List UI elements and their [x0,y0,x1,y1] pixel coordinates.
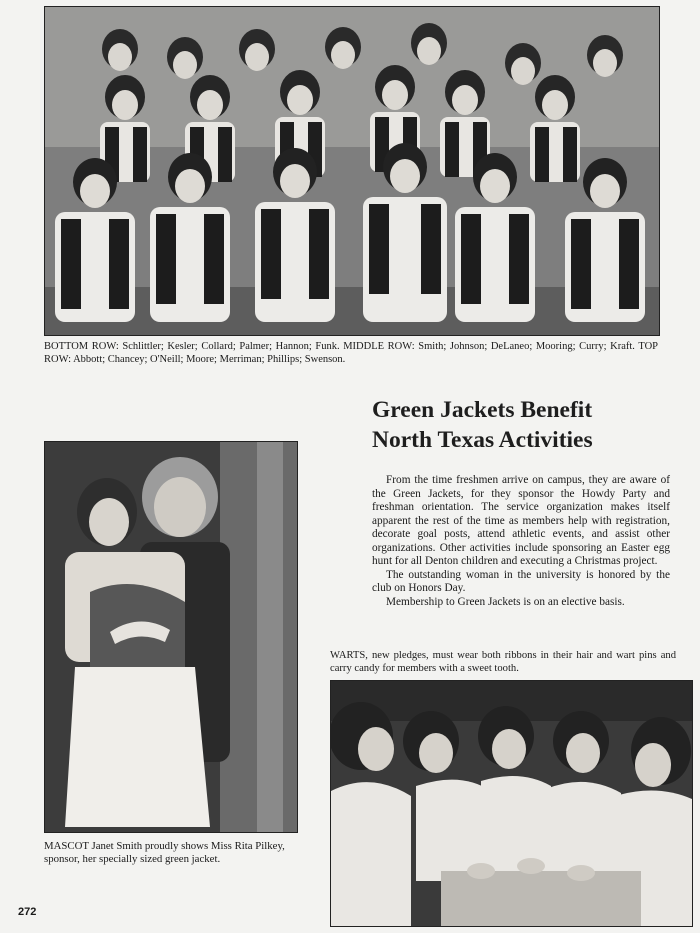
headline-line-1: Green Jackets Benefit [372,397,593,423]
article-paragraph-1: From the time freshmen arrive on campus, they are aware of the Green Jackets, for they sponsor the Howdy Party and freshman orientation. The service organization makes itself apparent the rest of the time as members help with registration, decorate goal posts, attend athletic events, and assist other organizations. Other activities include sponsoring an Easter egg hunt for all Denton children and executing a Christmas project. [372,474,670,567]
mascot-photo-art [45,442,297,832]
mascot-photo-caption: MASCOT Janet Smith proudly shows Miss Rita Pilkey, sponsor, her specially sized green jacket. [44,840,285,865]
group-photo [44,6,660,336]
article-paragraph-3: Membership to Green Jackets is on an elective basis. [386,595,625,608]
headline-line-2: North Texas Activities [372,427,593,453]
warts-photo-art [331,681,692,926]
group-photo-caption: BOTTOM ROW: Schlittler; Kesler; Collard; Palmer; Hannon; Funk. MIDDLE ROW: Smith; Johnson; DeLaneo; Mooring; Curry; Kraft. TOP ROW: Abbott; Chancey; O'Neill; Moore; Merriman; Phillips; Swenson. [44,341,658,365]
warts-photo-caption: WARTS, new pledges, must wear both ribbons in their hair and wart pins and carry candy for members with a sweet tooth. [330,650,676,674]
group-photo-art [45,7,659,335]
article-headline [372,395,672,455]
article-body [372,474,670,609]
article-paragraph-2: The outstanding woman in the university is honored by the club on Honors Day. [372,568,670,594]
warts-photo [330,680,693,927]
page-number: 272 [18,906,37,918]
mascot-photo [44,441,298,833]
